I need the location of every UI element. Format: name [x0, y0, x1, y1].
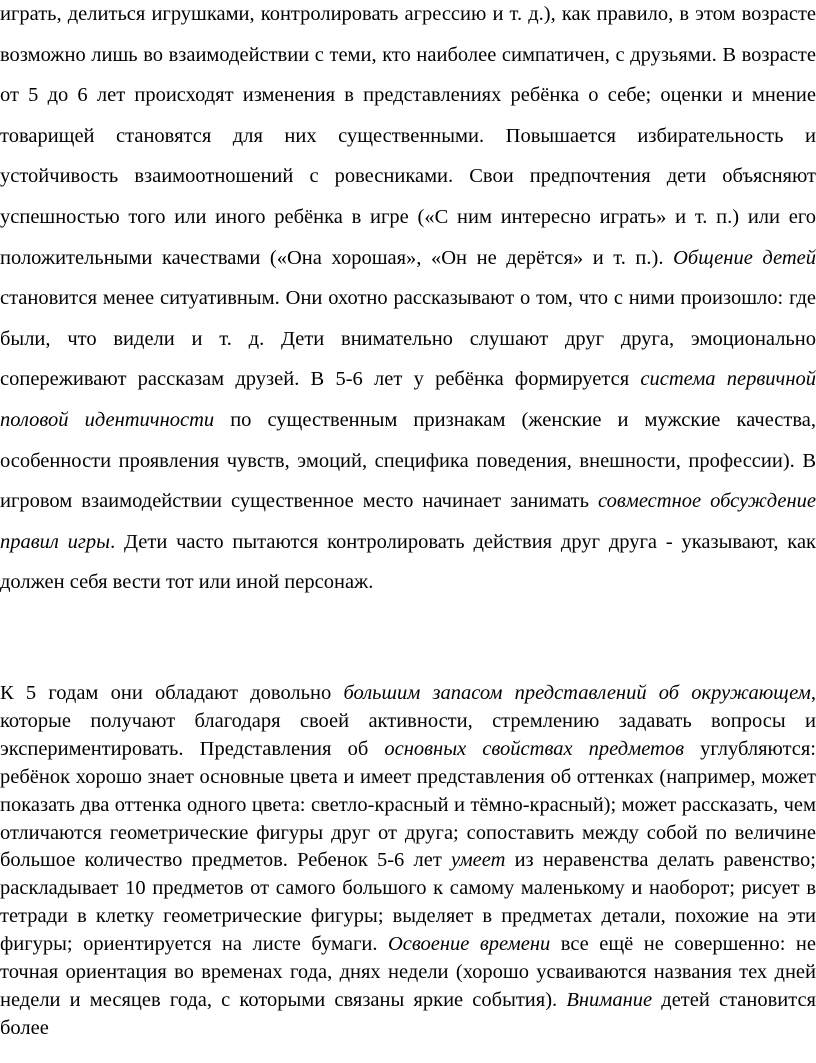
paragraph-cognitive-development [0, 680, 816, 1043]
text-run: из неравенства делать равенство; раскладывает 10 предметов от самого большого к самому маленькому и наоборот; рисует в тетради в клетку геометрические фигуры; выделяет в предметах детали, похожие на эти фигуры; ориентируется на листе бумаги. [0, 849, 816, 956]
italic-term-gender-identity: система первичной половой идентичности [0, 368, 816, 431]
italic-term-attention: Внимание [566, 988, 653, 1011]
text-run: детей становится более [0, 988, 816, 1039]
italic-term-time-mastery: Освоение времени [387, 933, 551, 956]
italic-term-can: умеет [450, 849, 506, 872]
italic-term-knowledge-store: большим запасом представлений об окружающем [343, 682, 811, 704]
text-run: К 5 годам они обладают довольно [0, 682, 344, 704]
text-run: становится менее ситуативным. Они охотно рассказывают о том, что с ними произошло: где были, что видели и т. д. Дети внимательно слушают друг друга, эмоционально сопереживают рассказам друзей. В 5-6 лет у ребёнка формируется [0, 287, 816, 391]
text-run: углубляются: ребёнок хорошо знает основные цвета и имеет представления об оттенках (например, может показать два оттенка одного цвета: светло-красный и тёмно-красный); может рассказать, чем отличаются геометрические фигуры друг от друга; сопоставить между собой по величине большое количество предметов. Ребенок 5-6 лет [0, 737, 816, 872]
text-run: все ещё не совершенно: не точная ориентация во временах года, днях недели (хорошо усваиваются названия тех дней недели и месяцев года, с которыми связаны яркие события). [0, 933, 816, 1011]
italic-term-game-rules: совместное обсуждение правил игры [0, 490, 816, 553]
text-run: , которые получают благодаря своей активности, стремлению задавать вопросы и экспериментировать. Представления об [0, 682, 816, 760]
text-run: играть, делиться игрушками, контролировать агрессию и т. д.), как правило, в этом возрасте возможно лишь во взаимодействии с теми, кто наиболее симпатичен, с друзьями. В возрасте от 5 до 6 лет происходят изменения в представлениях ребёнка о себе; оценки и мнение товарищей становятся для них существенными. Повышается избирательность и устойчивость взаимоотношений с ровесниками. Свои предпочтения дети объясняют успешностью того или иного ребёнка в игре («С ним интересно играть» и т. п.) или его положительными качествами («Она хорошая», «Он не дерётся» и т. п.). [0, 3, 816, 269]
italic-term-object-properties: основных свойствах предметов [384, 737, 684, 760]
text-run: . Дети часто пытаются контролировать действия друг друга - указывают, как должен себя вести тот или иной персонаж. [0, 530, 816, 594]
italic-term-communication: Общение детей [673, 246, 816, 269]
text-run: по существенным признакам (женские и мужские качества, особенности проявления чувств, эмоций, специфика поведения, внешности, профессии). В игровом взаимодействии существенное место начинает занимать [0, 408, 816, 513]
